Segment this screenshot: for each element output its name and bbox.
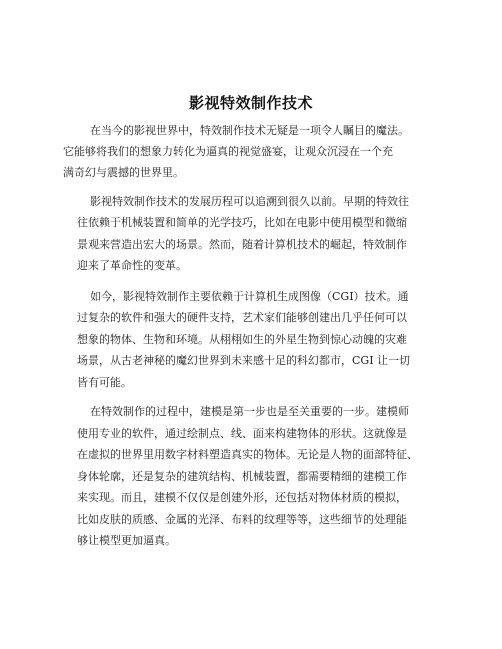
paragraph-line: 往依赖于机械装置和简单的光学技巧，比如在电影中使用模型和微缩 bbox=[77, 216, 407, 229]
paragraph-line: 迎来了革命性的变革。 bbox=[77, 259, 187, 272]
paragraph-line: 来实现。而且，建模不仅仅是创建外形，还包括对物体材质的模拟， bbox=[77, 491, 407, 504]
paragraph-line: 影视特效制作技术的发展历程可以追溯到很久以前。早期的特效往 bbox=[90, 195, 409, 208]
paragraph-line: 它能够将我们的想象力转化为逼真的视觉盛宴，让观众沉浸在一个充 bbox=[63, 145, 393, 158]
paragraph-line: 景观来营造出宏大的场景。然而，随着计算机技术的崛起，特效制作 bbox=[77, 238, 407, 251]
paragraph-line: 满奇幻与震撼的世界里。 bbox=[63, 166, 184, 179]
document-title: 影视特效制作技术 bbox=[188, 94, 313, 112]
paragraph-line: 身体轮廓，还是复杂的建筑结构、机械装置，都需要精细的建模工作 bbox=[77, 470, 407, 483]
paragraph-line: 在特效制作的过程中，建模是第一步也是至关重要的一步。建模师 bbox=[90, 405, 409, 418]
paragraph-line: 在虚拟的世界里用数字材料塑造真实的物体。无论是人物的面部特征、 bbox=[77, 448, 418, 461]
paragraph-line: 在当今的影视世界中，特效制作技术无疑是一项令人瞩目的魔法。 bbox=[90, 124, 409, 137]
paragraph-line: 皆有可能。 bbox=[77, 376, 132, 389]
paragraph-line: 过复杂的软件和强大的硬件支持，艺术家们能够创建出几乎任何可以 bbox=[77, 311, 407, 324]
paragraph-line: 比如皮肤的质感、金属的光泽、布料的纹理等等，这些细节的处理能 bbox=[77, 513, 407, 526]
paragraph-line: 使用专业的软件，通过绘制点、线、面来构建物体的形状。这就像是 bbox=[77, 427, 407, 440]
paragraph-line: 够让模型更加逼真。 bbox=[77, 534, 176, 547]
paragraph-line: 想象的物体、生物和环境。从栩栩如生的外星生物到惊心动魄的灾难 bbox=[77, 333, 407, 346]
paragraph-line: 场景，从古老神秘的魔幻世界到未来感十足的科幻都市，CGI 让一切 bbox=[77, 354, 411, 367]
paragraph-line: 如今，影视特效制作主要依赖于计算机生成图像（CGI）技术。通 bbox=[90, 290, 409, 303]
